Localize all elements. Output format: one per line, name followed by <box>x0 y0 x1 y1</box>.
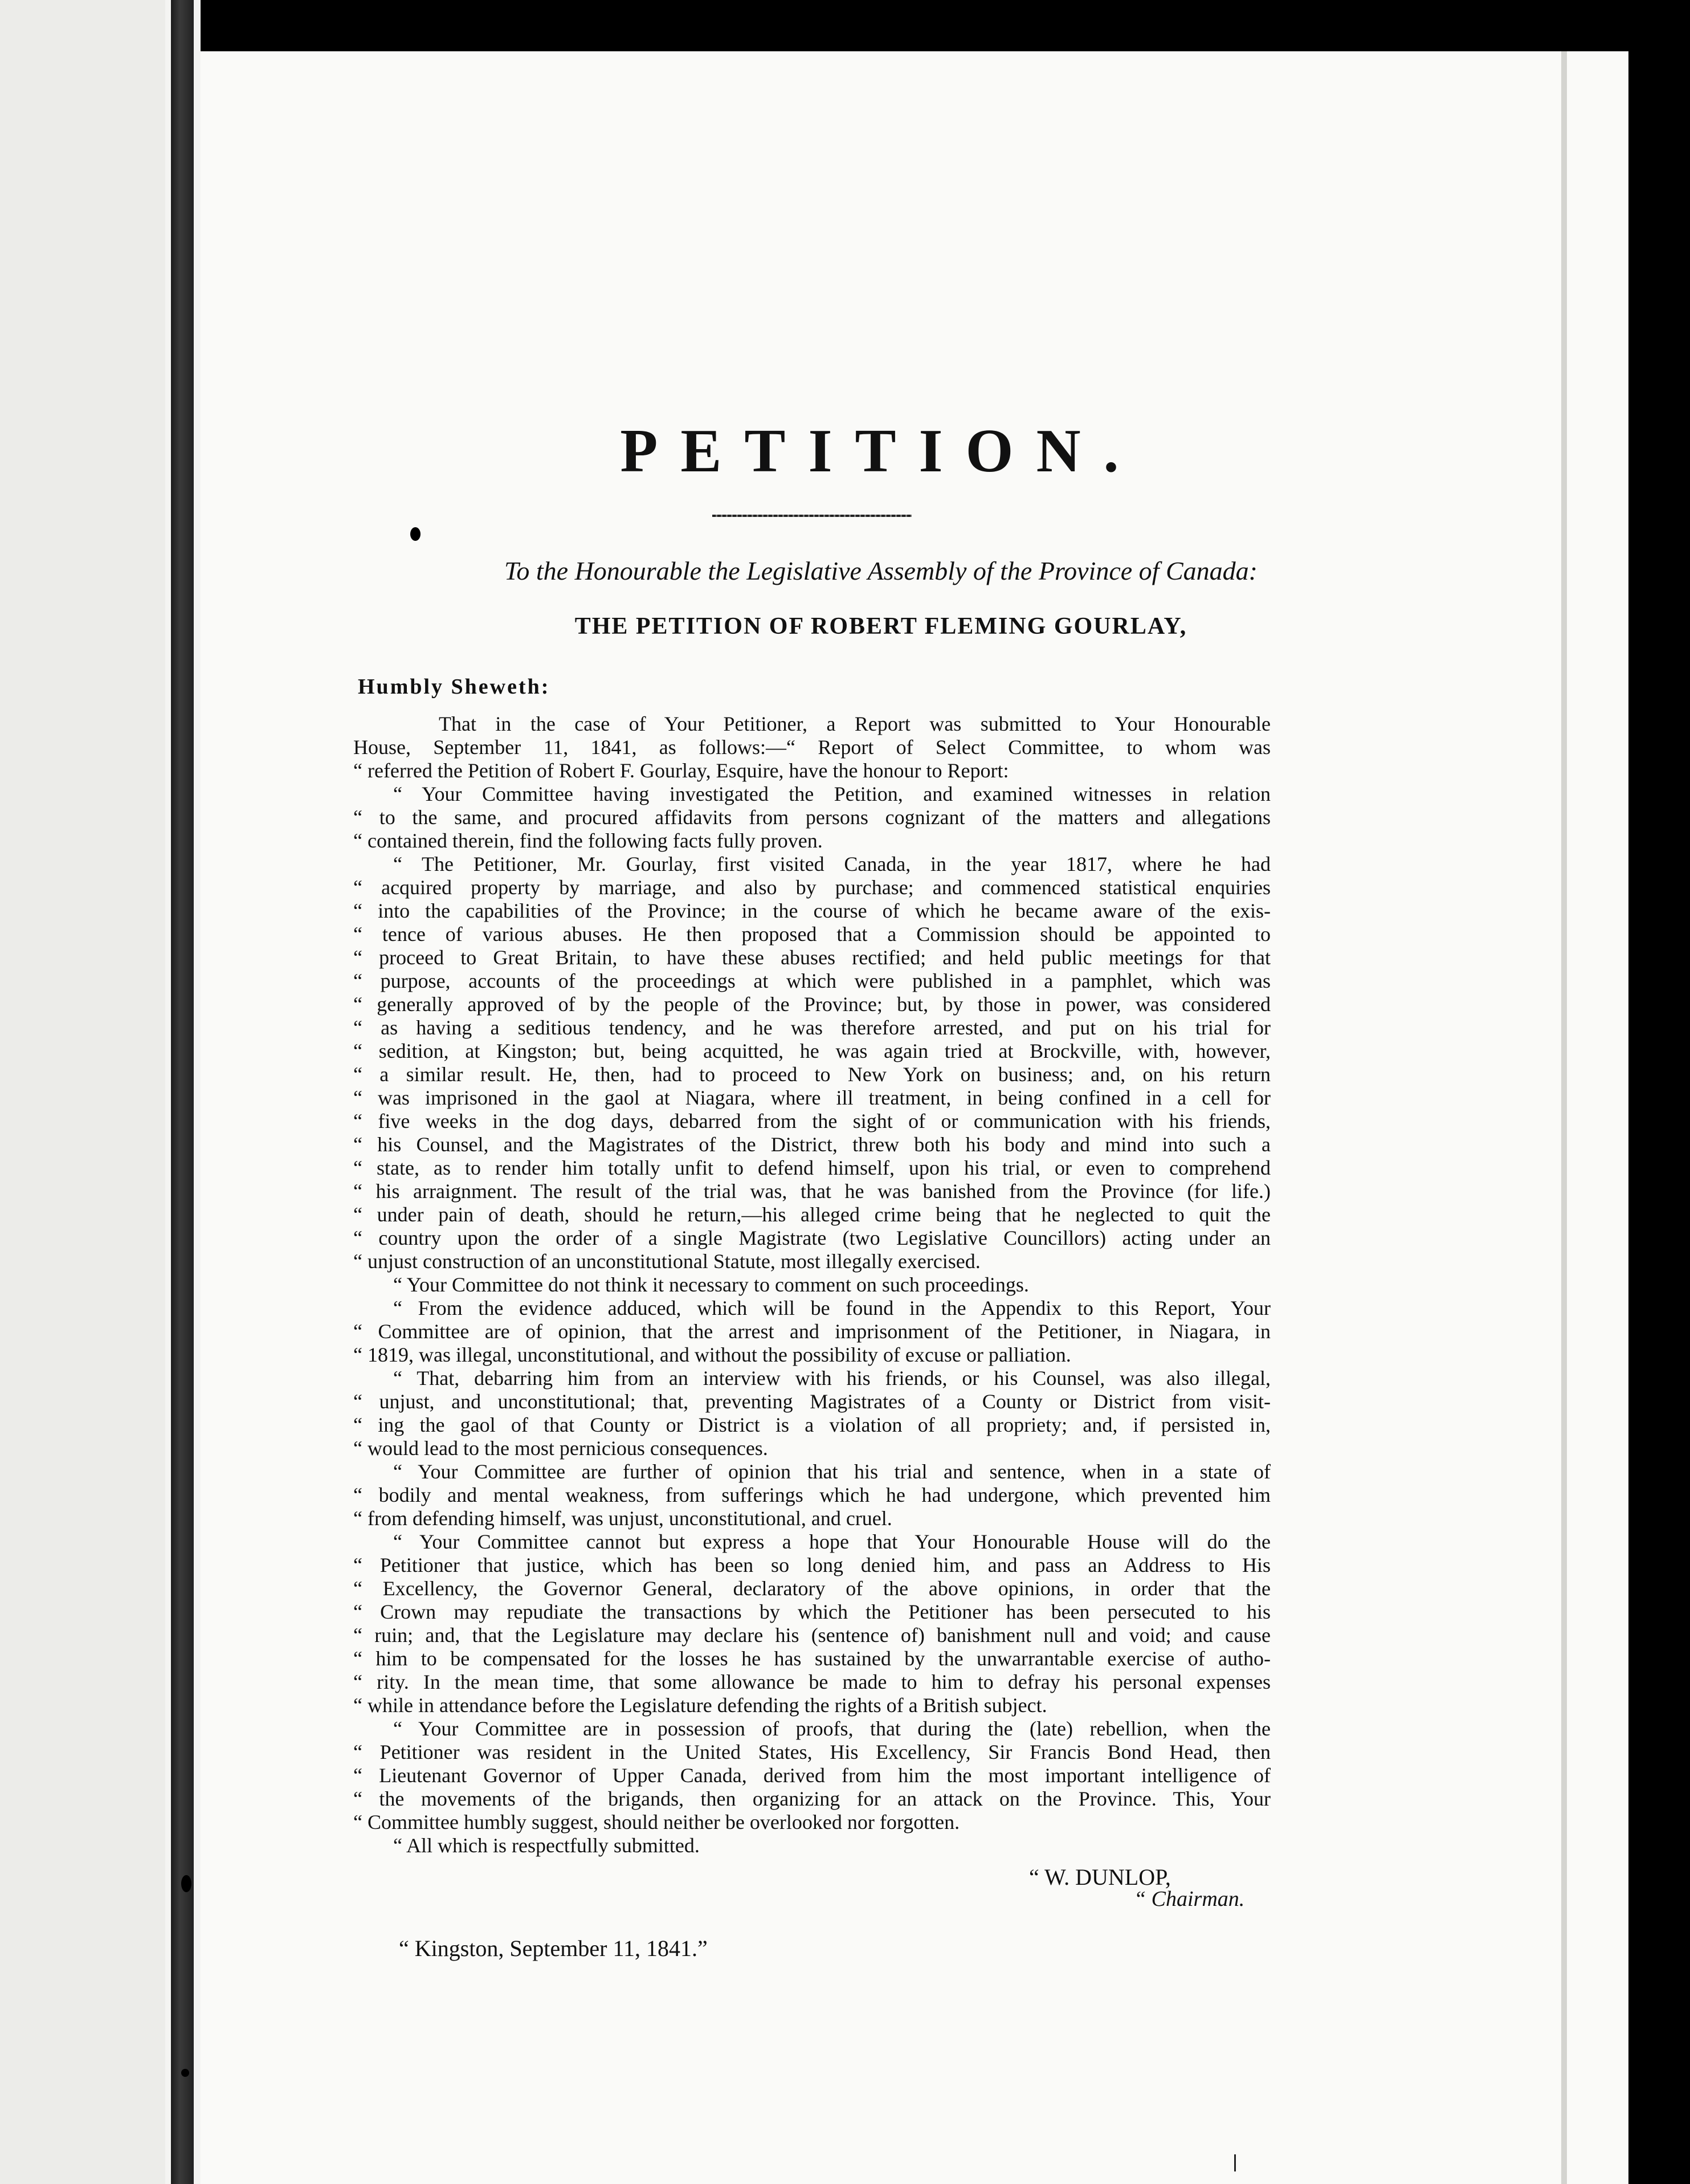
body-line: “ to the same, and procured affidavits from persons cognizant of the matters and allegations <box>353 806 1271 829</box>
body-line: “ Your Committee do not think it necessary to comment on such proceedings. <box>393 1273 1029 1296</box>
ink-mark <box>410 527 421 541</box>
body-line: “ Excellency, the Governor General, declaratory of the above opinions, in order that the <box>353 1577 1271 1600</box>
body-line: “ Lieutenant Governor of Upper Canada, derived from him the most important intelligence of <box>353 1764 1271 1787</box>
body-line: “ state, as to render him totally unfit to defend himself, upon his trial, or even to comprehend <box>353 1156 1271 1179</box>
address-line: To the Honourable the Legislative Assembly of the Province of Canada: <box>504 556 1258 585</box>
body-line: “ Petitioner was resident in the United States, His Excellency, Sir Francis Bond Head, then <box>353 1741 1271 1763</box>
body-line: “ a similar result. He, then, had to proceed to New York on business; and, on his return <box>353 1063 1271 1086</box>
body-line: “ sedition, at Kingston; but, being acquitted, he was again tried at Brockville, with, however, <box>353 1040 1271 1062</box>
body-line: “ ing the gaol of that County or District is a violation of all propriety; and, if persisted in, <box>353 1413 1271 1436</box>
left-page-edge <box>0 0 165 2184</box>
body-line: “ That, debarring him from an interview with his friends, or his Counsel, was also illegal, <box>393 1367 1271 1390</box>
body-line: “ Committee are of opinion, that the arrest and imprisonment of the Petitioner, in Niagara, in <box>353 1320 1271 1343</box>
body-line: “ tence of various abuses. He then proposed that a Commission should be appointed to <box>353 923 1271 946</box>
body-line: “ Your Committee are in possession of proofs, that during the (late) rebellion, when the <box>393 1717 1271 1740</box>
body-line: “ into the capabilities of the Province; in the course of which he became aware of the exis- <box>353 899 1271 922</box>
body-line: That in the case of Your Petitioner, a Report was submitted to Your Honourable <box>439 712 1271 735</box>
body-line: “ five weeks in the dog days, debarred from the sight of or communication with his friends, <box>353 1110 1271 1132</box>
body-line: “ The Petitioner, Mr. Gourlay, first visited Canada, in the year 1817, where he had <box>393 853 1271 875</box>
signature-role: “ Chairman. <box>1134 1887 1245 1911</box>
body-line: “ Petitioner that justice, which has been so long denied him, and pass an Address to His <box>353 1554 1271 1576</box>
body-line: “ bodily and mental weakness, from sufferings which he had undergone, which prevented him <box>353 1484 1271 1506</box>
body-line: “ his arraignment. The result of the trial was, that he was banished from the Province (for life.) <box>353 1180 1271 1203</box>
scan-artifact <box>1234 2154 1236 2171</box>
body-line: “ Committee humbly suggest, should neither be overlooked nor forgotten. <box>353 1811 960 1833</box>
page-title: PETITION. <box>620 417 1142 485</box>
body-line: “ acquired property by marriage, and also by purchase; and commenced statistical enquiries <box>353 876 1271 899</box>
petition-body <box>353 712 1271 1857</box>
petition-heading: THE PETITION OF ROBERT FLEMING GOURLAY, <box>574 613 1187 639</box>
body-line: “ under pain of death, should he return,—his alleged crime being that he neglected to quit the <box>353 1203 1271 1226</box>
body-line: “ All which is respectfully submitted. <box>393 1834 700 1857</box>
body-line: “ Crown may repudiate the transactions by which the Petitioner has been persecuted to his <box>353 1600 1271 1623</box>
body-line: “ Your Committee cannot but express a hope that Your Honourable House will do the <box>393 1530 1271 1553</box>
body-line: “ unjust construction of an unconstitutional Statute, most illegally exercised. <box>353 1250 981 1273</box>
body-line: House, September 11, 1841, as follows:—“ Report of Select Committee, to whom was <box>353 736 1271 759</box>
body-line: “ Your Committee are further of opinion that his trial and sentence, when in a state of <box>393 1460 1271 1483</box>
body-line: “ as having a seditious tendency, and he was therefore arrested, and put on his trial for <box>353 1016 1271 1039</box>
body-line: “ 1819, was illegal, unconstitutional, and without the possibility of excuse or palliation. <box>353 1343 1071 1366</box>
body-line: “ while in attendance before the Legislature defending the rights of a British subject. <box>353 1694 1047 1717</box>
body-line: “ him to be compensated for the losses he has sustained by the unwarrantable exercise of autho- <box>353 1647 1271 1670</box>
signature-name: “ W. DUNLOP, <box>1029 1864 1171 1890</box>
body-line: “ ruin; and, that the Legislature may declare his (sentence of) banishment null and void; and cause <box>353 1624 1271 1647</box>
body-line: “ unjust, and unconstitutional; that, preventing Magistrates of a County or District from visit- <box>353 1390 1271 1413</box>
body-line: “ the movements of the brigands, then organizing for an attack on the Province. This, Your <box>353 1787 1271 1810</box>
binding-mark <box>181 2069 189 2077</box>
body-line: “ rity. In the mean time, that some allowance be made to him to defray his personal expenses <box>353 1670 1271 1693</box>
body-line: “ From the evidence adduced, which will be found in the Appendix to this Report, Your <box>393 1297 1271 1319</box>
title-divider <box>712 515 912 517</box>
body-line: “ from defending himself, was unjust, unconstitutional, and cruel. <box>353 1507 892 1530</box>
body-line: “ his Counsel, and the Magistrates of the District, threw both his body and mind into such a <box>353 1133 1271 1156</box>
body-line: “ generally approved of by the people of the Province; but, by those in power, was considered <box>353 993 1271 1016</box>
salutation: Humbly Sheweth: <box>358 675 550 699</box>
body-line: “ proceed to Great Britain, to have these abuses rectified; and held public meetings for that <box>353 946 1271 969</box>
scan-border <box>1628 0 1690 2184</box>
body-line: “ country upon the order of a single Magistrate (two Legislative Councillors) acting under an <box>353 1227 1271 1249</box>
body-line: “ was imprisoned in the gaol at Niagara, where ill treatment, in being confined in a cell for <box>353 1086 1271 1109</box>
body-line: “ purpose, accounts of the proceedings at which were published in a pamphlet, which was <box>353 969 1271 992</box>
body-line: “ referred the Petition of Robert F. Gourlay, Esquire, have the honour to Report: <box>353 759 1009 782</box>
place-date: “ Kingston, September 11, 1841.” <box>399 1936 708 1961</box>
body-line: “ Your Committee having investigated the Petition, and examined witnesses in relation <box>393 783 1271 805</box>
page-edge-shadow <box>1561 51 1567 2184</box>
binding-mark <box>181 1875 191 1892</box>
book-gutter <box>171 0 194 2184</box>
body-line: “ would lead to the most pernicious consequences. <box>353 1437 768 1460</box>
body-line: “ contained therein, find the following facts fully proven. <box>353 829 823 852</box>
